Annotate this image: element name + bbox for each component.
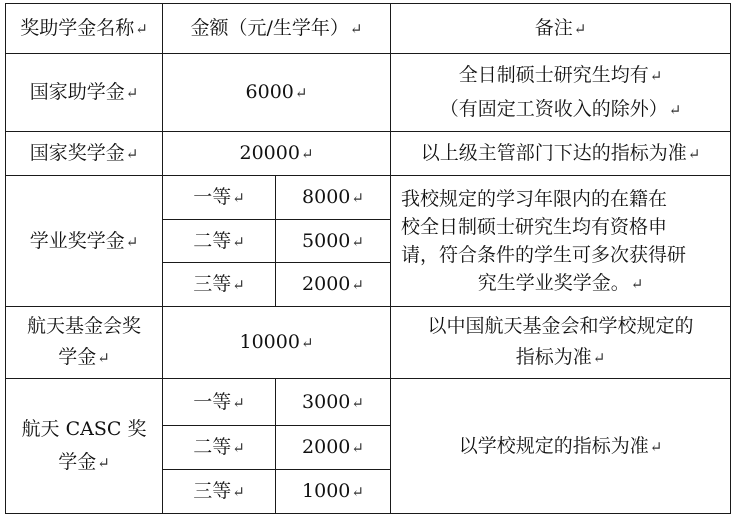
header-row xyxy=(6,4,731,54)
row-note-line: 指标为准 xyxy=(515,346,592,368)
return-mark-icon: ↵ xyxy=(592,349,606,367)
row-note-line: 校全日制硕士研究生均有资格申 xyxy=(401,215,668,238)
grade-amount-cell xyxy=(276,176,391,220)
grade-amount-cell xyxy=(276,263,391,307)
return-mark-icon: ↵ xyxy=(351,439,364,457)
row-name-cell xyxy=(6,307,163,379)
row-note-line: （有固定工资收入的除外） xyxy=(439,97,668,120)
return-mark-icon: ↵ xyxy=(135,20,148,38)
row-name-cell xyxy=(6,379,163,514)
return-mark-icon: ↵ xyxy=(351,189,364,207)
return-mark-icon: ↵ xyxy=(125,84,139,102)
row-name-line: 学金 xyxy=(58,450,97,473)
row-amount: 20000 xyxy=(239,142,300,164)
return-mark-icon: ↵ xyxy=(351,393,364,412)
row-name: 国家奖学金 xyxy=(29,142,125,164)
return-mark-icon: ↵ xyxy=(687,145,701,163)
grade-amount: 1000 xyxy=(302,480,351,502)
grade-amount: 5000 xyxy=(302,229,351,252)
row-amount-cell xyxy=(163,132,391,176)
row-note-line: 我校规定的学习年限内的在籍在 xyxy=(401,187,668,210)
table-row xyxy=(6,132,731,176)
header-note: 备注 xyxy=(534,17,573,39)
row-note-cell xyxy=(391,176,731,307)
row-name-cell xyxy=(6,176,163,307)
return-mark-icon: ↵ xyxy=(232,189,245,207)
table-row xyxy=(6,54,731,132)
return-mark-icon: ↵ xyxy=(232,439,245,457)
return-mark-icon: ↵ xyxy=(232,393,245,412)
return-mark-icon: ↵ xyxy=(294,84,308,102)
return-mark-icon: ↵ xyxy=(300,334,314,352)
return-mark-icon: ↵ xyxy=(232,232,245,251)
return-mark-icon: ↵ xyxy=(573,20,587,38)
table-row xyxy=(6,176,731,220)
return-mark-icon: ↵ xyxy=(649,437,663,456)
grade-amount-cell xyxy=(276,220,391,263)
header-name: 奖助学金名称 xyxy=(20,17,135,39)
row-name-cell xyxy=(6,54,163,132)
return-mark-icon: ↵ xyxy=(349,20,363,38)
grade-amount: 3000 xyxy=(302,390,351,413)
header-note-cell xyxy=(391,4,731,54)
row-name-line: 航天基金会奖 xyxy=(26,315,141,337)
return-mark-icon: ↵ xyxy=(649,66,663,85)
grade-cell xyxy=(163,426,276,470)
return-mark-icon: ↵ xyxy=(351,232,364,251)
return-mark-icon: ↵ xyxy=(300,145,314,163)
row-note-cell xyxy=(391,379,731,514)
row-note-cell xyxy=(391,132,731,176)
return-mark-icon: ↵ xyxy=(232,483,245,501)
header-amount-cell xyxy=(163,4,391,54)
return-mark-icon: ↵ xyxy=(668,100,682,119)
grade-amount-cell xyxy=(276,426,391,470)
grade-cell xyxy=(163,220,276,263)
row-note: 以学校规定的指标为准 xyxy=(458,434,649,457)
row-name-line: 航天 CASC 奖 xyxy=(21,417,147,440)
grade-label: 一等 xyxy=(193,186,232,208)
return-mark-icon: ↵ xyxy=(125,232,139,251)
return-mark-icon: ↵ xyxy=(351,276,364,294)
row-amount-cell xyxy=(163,307,391,379)
header-name-cell xyxy=(6,4,163,54)
row-amount-cell xyxy=(163,54,391,132)
grade-amount-cell xyxy=(276,470,391,514)
row-name-cell xyxy=(6,132,163,176)
table-row xyxy=(6,307,731,379)
row-note-line: 请，符合条件的学生可多次获得研 xyxy=(401,243,687,266)
return-mark-icon: ↵ xyxy=(125,145,139,163)
grade-cell xyxy=(163,379,276,426)
grade-label: 三等 xyxy=(193,480,232,502)
row-note-line: 全日制硕士研究生均有 xyxy=(458,63,649,86)
return-mark-icon: ↵ xyxy=(97,349,110,367)
grade-label: 三等 xyxy=(193,273,232,295)
grade-cell xyxy=(163,176,276,220)
grade-amount: 8000 xyxy=(302,186,351,208)
return-mark-icon: ↵ xyxy=(97,453,110,472)
grade-label: 一等 xyxy=(193,390,232,413)
row-name-line: 学金 xyxy=(58,346,97,368)
grade-amount: 2000 xyxy=(302,436,351,458)
row-note-cell xyxy=(391,54,731,132)
return-mark-icon: ↵ xyxy=(351,483,364,501)
row-amount: 10000 xyxy=(239,331,300,353)
row-name: 学业奖学金 xyxy=(29,229,125,252)
row-note: 以上级主管部门下达的指标为准 xyxy=(420,142,687,164)
row-note-line: 以中国航天基金会和学校规定的 xyxy=(427,315,694,337)
grade-cell xyxy=(163,470,276,514)
row-name: 国家助学金 xyxy=(29,81,125,103)
row-note-cell xyxy=(391,307,731,379)
grade-label: 二等 xyxy=(193,229,232,252)
table-row xyxy=(6,379,731,426)
header-amount: 金额（元/生学年） xyxy=(190,17,349,39)
return-mark-icon: ↵ xyxy=(232,276,245,294)
grade-amount: 2000 xyxy=(302,273,351,295)
grade-amount-cell xyxy=(276,379,391,426)
scholarship-table xyxy=(5,3,731,514)
return-mark-icon: ↵ xyxy=(630,274,644,293)
row-note-line: 究生学业奖学金。 xyxy=(477,271,630,294)
grade-cell xyxy=(163,263,276,307)
row-amount: 6000 xyxy=(245,81,294,103)
grade-label: 二等 xyxy=(193,436,232,458)
